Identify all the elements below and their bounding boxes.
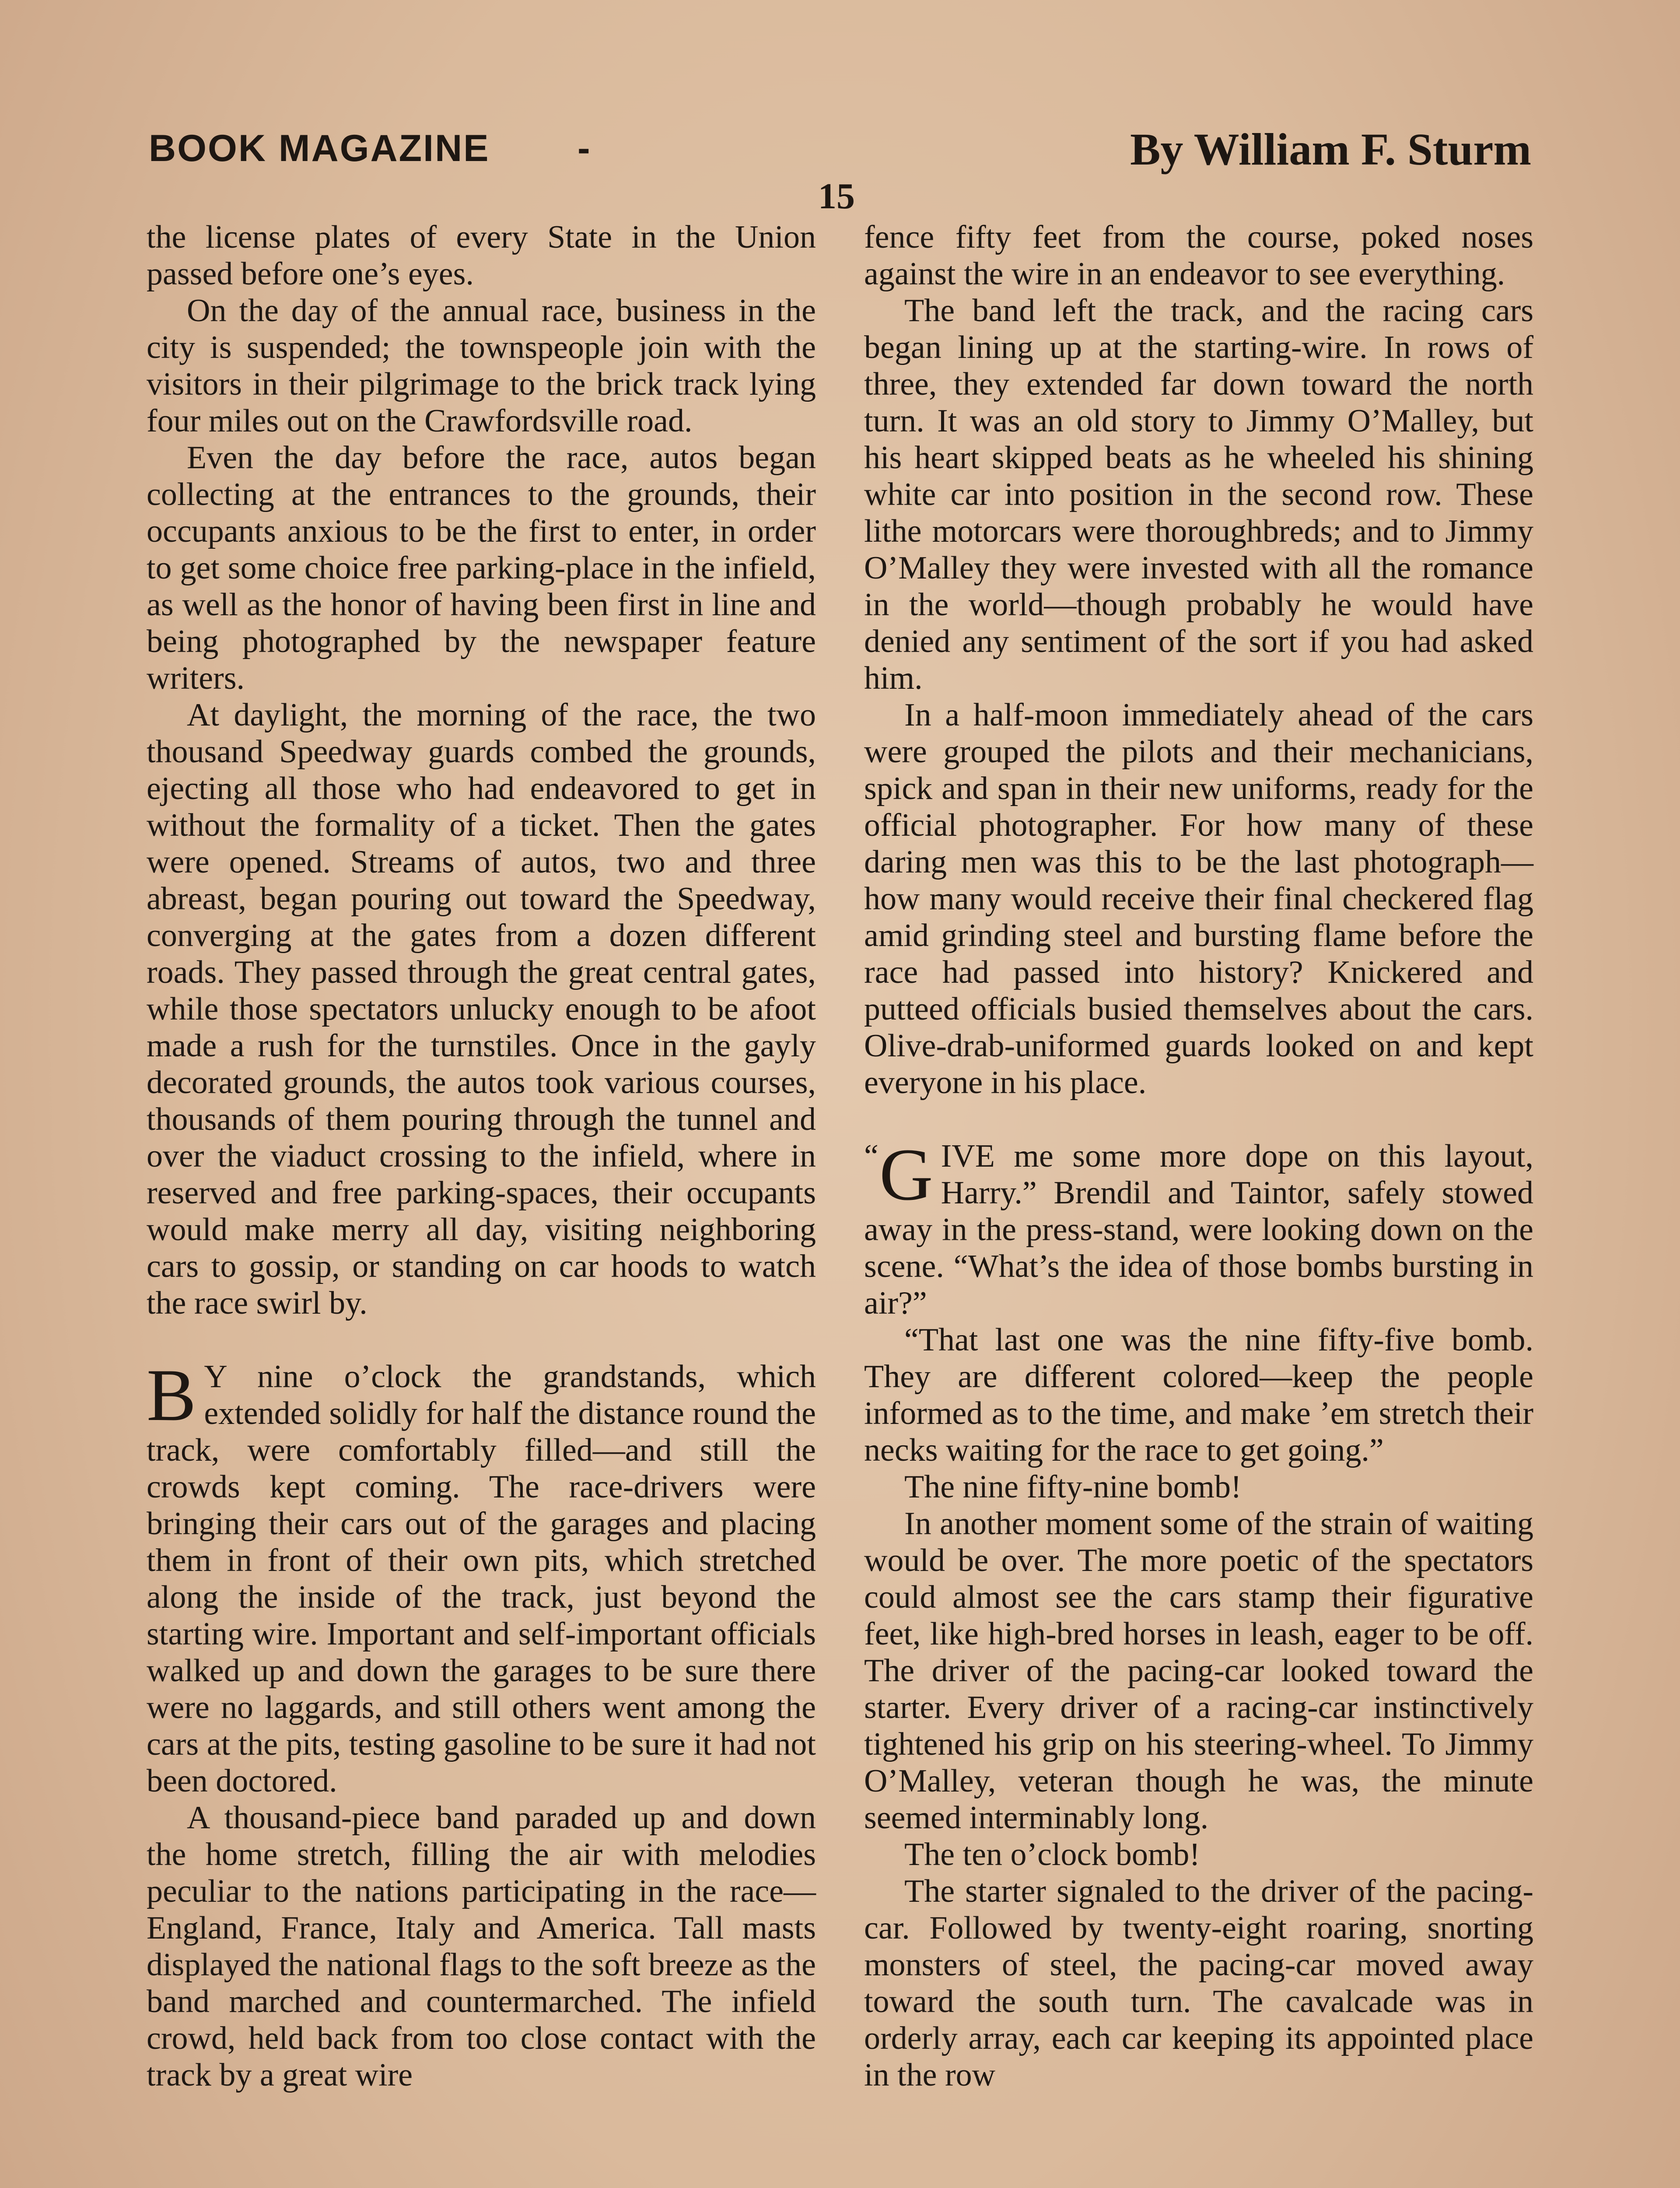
- paragraph: “That last one was the nine fifty-five bomb. They are different colored—keep the people informed as to the time, and make ’em stretch their necks waiting for the race to get going.”: [864, 1322, 1533, 1468]
- magazine-title: BOOK MAGAZINE: [149, 127, 490, 169]
- paragraph: the license plates of every State in the Union passed before one’s eyes.: [147, 219, 816, 292]
- paragraph: In another moment some of the strain of waiting would be over. The more poetic of the spectators could almost see the cars stamp their figurative feet, like high-bred horses in leash, eager to be off. The driver of the pacing-car looked toward the starter. Every driver of a racing-car instinctively tightened his grip on his steering-wheel. To Jimmy O’Malley, veteran though he was, the minute seemed interminably long.: [864, 1506, 1533, 1836]
- drop-cap-quote: “: [864, 1138, 878, 1174]
- section-paragraph: [147, 1354, 816, 1799]
- right-column: [864, 219, 1533, 2093]
- paragraph: A thousand-piece band paraded up and down the home stretch, filling the air with melodies peculiar to the nations participating in the race—England, France, Italy and America. Tall masts displayed the national flags to the soft breeze as the band marched and countermarched. The infield crowd, held back from too close contact with the track by a great wire: [147, 1800, 816, 2093]
- author-byline: By William F. Sturm: [1130, 124, 1531, 175]
- paragraph: The starter signaled to the driver of the pacing-car. Followed by twenty-eight roaring, snorting monsters of steel, the pacing-car moved away toward the south turn. The cavalcade was in orderly array, each car keeping its appointed place in the row: [864, 1873, 1533, 2093]
- paragraph: The nine fifty-nine bomb!: [904, 1469, 1242, 1505]
- left-column: [147, 219, 816, 2093]
- paragraph: fence fifty feet from the course, poked noses against the wire in an endeavor to see everything.: [864, 219, 1533, 292]
- header-separator: -: [578, 127, 590, 169]
- paragraph: The band left the track, and the racing cars began lining up at the starting-wire. In rows of three, they extended far down toward the north turn. It was an old story to Jimmy O’Malley, but his heart skipped beats as he wheeled his shining white car into position in the second row. These lithe motorcars were thoroughbreds; and to Jimmy O’Malley they were invested with all the romance in the world—though probably he would have denied any sentiment of the sort if you had asked him.: [864, 293, 1533, 696]
- drop-cap: G: [879, 1133, 933, 1216]
- paragraph: The ten o’clock bomb!: [904, 1837, 1200, 1872]
- drop-cap: B: [147, 1354, 196, 1436]
- paragraph: In a half-moon immediately ahead of the cars were grouped the pilots and their mechanicians, spick and span in their new uniforms, ready for the official photographer. For how many of these daring men was this to be the last photograph—how many would receive their final checkered flag amid grinding steel and bursting flame before the race had passed into history? Knickered and putteed officials busied themselves about the cars. Olive-drab-uniformed guards looked on and kept everyone in his place.: [864, 697, 1533, 1101]
- paragraph: Even the day before the race, autos began collecting at the entrances to the grounds, their occupants anxious to be the first to enter, in order to get some choice free parking-place in the infield, as well as the honor of having been first in line and being photographed by the newspaper feature writers.: [147, 440, 816, 696]
- section-paragraph: [864, 1133, 1533, 1322]
- paragraph: At daylight, the morning of the race, the two thousand Speedway guards combed the grounds, ejecting all those who had endeavored to get in without the formality of a ticket. Then the gates were opened. Streams of autos, two and three abreast, began pouring out toward the Speedway, converging at the gates from a dozen different roads. They passed through the great central gates, while those spectators unlucky enough to be afoot made a rush for the turnstiles. Once in the gayly decorated grounds, the autos took various courses, thousands of them pouring through the tunnel and over the viaduct crossing to the infield, where in reserved and free parking-spaces, their occupants would make merry all day, visiting neighboring cars to gossip, or standing on car hoods to watch the race swirl by.: [147, 697, 816, 1321]
- paragraph-text: Y nine o’clock the grandstands, which extended solidly for half the distance round the track, were comfortably filled—and still the crowds kept coming. The race-drivers were bringing their cars out of the garages and placing them in front of their own pits, which stretched along the inside of the track, just beyond the starting wire. Important and self-important officials walked up and down the garages to be sure there were no laggards, and still others went among the cars at the pits, testing gasoline to be sure it had not been doctored.: [147, 1359, 816, 1799]
- paragraph-text: IVE me some more dope on this layout, Harry.” Brendil and Taintor, safely stowed away in the press-stand, were looking down on the scene. “What’s the idea of those bombs bursting in air?”: [864, 1138, 1533, 1321]
- paragraph: On the day of the annual race, business in the city is suspended; the townspeople join with the visitors in their pilgrimage to the brick track lying four miles out on the Crawfordsville road.: [147, 293, 816, 439]
- page-number: 15: [818, 176, 855, 217]
